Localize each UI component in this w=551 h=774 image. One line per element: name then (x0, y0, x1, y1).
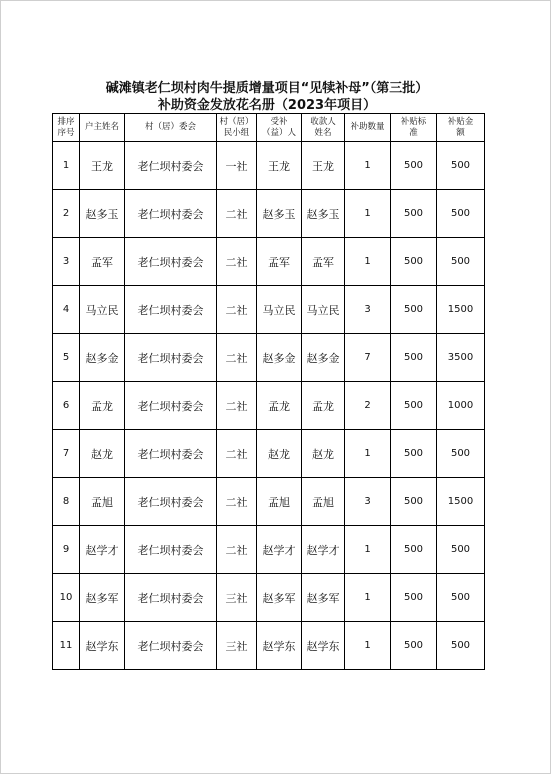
cell-beneficiary: 马立民 (257, 286, 302, 334)
cell-beneficiary: 孟军 (257, 238, 302, 286)
header-amount-line: 补贴金 (447, 116, 474, 127)
cell-owner: 赵多金 (80, 334, 125, 382)
cell-beneficiary: 赵多玉 (257, 190, 302, 238)
cell-standard: 500 (391, 622, 437, 670)
cell-beneficiary: 孟旭 (257, 478, 302, 526)
cell-standard: 500 (391, 286, 437, 334)
cell-count: 1 (345, 526, 391, 574)
cell-village: 老仁坝村委会 (125, 526, 217, 574)
header-amount (437, 114, 485, 142)
subsidy-table (52, 113, 485, 670)
cell-owner: 赵学才 (80, 526, 125, 574)
cell-beneficiary: 孟龙 (257, 382, 302, 430)
header-owner (80, 114, 125, 142)
cell-owner: 赵学东 (80, 622, 125, 670)
cell-amount: 500 (437, 622, 485, 670)
header-group (217, 114, 257, 142)
cell-village: 老仁坝村委会 (125, 574, 217, 622)
header-beneficiary (257, 114, 302, 142)
cell-standard: 500 (391, 526, 437, 574)
header-owner-line: 户主姓名 (84, 122, 119, 132)
header-standard (391, 114, 437, 142)
cell-amount: 500 (437, 574, 485, 622)
cell-owner: 孟旭 (80, 478, 125, 526)
cell-village: 老仁坝村委会 (125, 238, 217, 286)
cell-standard: 500 (391, 574, 437, 622)
cell-count: 1 (345, 430, 391, 478)
cell-group: 三社 (217, 622, 257, 670)
cell-beneficiary: 赵学才 (257, 526, 302, 574)
cell-amount: 500 (437, 142, 485, 190)
cell-count: 3 (345, 478, 391, 526)
cell-standard: 500 (391, 190, 437, 238)
cell-seq: 9 (53, 526, 80, 574)
cell-standard: 500 (391, 478, 437, 526)
cell-seq: 7 (53, 430, 80, 478)
cell-payee: 马立民 (302, 286, 345, 334)
header-seq (53, 114, 80, 142)
table-row (53, 190, 485, 238)
cell-payee: 赵学才 (302, 526, 345, 574)
header-standard-line: 准 (409, 127, 418, 138)
cell-amount: 1500 (437, 286, 485, 334)
cell-payee: 孟军 (302, 238, 345, 286)
table-header-row (53, 114, 485, 142)
cell-group: 二社 (217, 286, 257, 334)
cell-payee: 孟旭 (302, 478, 345, 526)
cell-owner: 孟龙 (80, 382, 125, 430)
cell-payee: 赵多玉 (302, 190, 345, 238)
cell-group: 二社 (217, 238, 257, 286)
cell-amount: 1000 (437, 382, 485, 430)
cell-owner: 赵多玉 (80, 190, 125, 238)
cell-count: 1 (345, 238, 391, 286)
document-title-line2: 补助资金发放花名册（2023年项目） (157, 98, 377, 113)
cell-beneficiary: 赵多金 (257, 334, 302, 382)
cell-village: 老仁坝村委会 (125, 190, 217, 238)
cell-group: 二社 (217, 478, 257, 526)
cell-village: 老仁坝村委会 (125, 478, 217, 526)
cell-group: 二社 (217, 430, 257, 478)
table-row (53, 238, 485, 286)
cell-payee: 赵多金 (302, 334, 345, 382)
cell-amount: 500 (437, 238, 485, 286)
cell-amount: 500 (437, 190, 485, 238)
cell-seq: 1 (53, 142, 80, 190)
table-row (53, 286, 485, 334)
cell-standard: 500 (391, 430, 437, 478)
table-row (53, 334, 485, 382)
cell-beneficiary: 赵学东 (257, 622, 302, 670)
table-row (53, 622, 485, 670)
header-beneficiary-line: （益）人 (261, 127, 296, 138)
cell-count: 3 (345, 286, 391, 334)
cell-group: 一社 (217, 142, 257, 190)
cell-beneficiary: 赵多军 (257, 574, 302, 622)
cell-seq: 8 (53, 478, 80, 526)
cell-payee: 赵多军 (302, 574, 345, 622)
cell-seq: 4 (53, 286, 80, 334)
header-count-line: 补助数量 (350, 122, 385, 132)
cell-owner: 马立民 (80, 286, 125, 334)
header-payee-line: 姓名 (314, 127, 332, 138)
cell-count: 2 (345, 382, 391, 430)
header-group-line: 民小组 (223, 127, 250, 138)
table-row (53, 574, 485, 622)
header-village-line: 村（居）委会 (144, 122, 196, 132)
header-village (125, 114, 217, 142)
cell-owner: 王龙 (80, 142, 125, 190)
cell-payee: 孟龙 (302, 382, 345, 430)
header-standard-line: 补贴标 (400, 116, 427, 127)
cell-standard: 500 (391, 142, 437, 190)
cell-count: 1 (345, 622, 391, 670)
cell-village: 老仁坝村委会 (125, 382, 217, 430)
cell-village: 老仁坝村委会 (125, 334, 217, 382)
cell-owner: 孟军 (80, 238, 125, 286)
cell-beneficiary: 赵龙 (257, 430, 302, 478)
cell-count: 1 (345, 574, 391, 622)
table-row (53, 526, 485, 574)
header-seq-line: 排序 (57, 116, 75, 127)
cell-seq: 3 (53, 238, 80, 286)
cell-amount: 500 (437, 430, 485, 478)
cell-amount: 1500 (437, 478, 485, 526)
cell-payee: 王龙 (302, 142, 345, 190)
cell-count: 1 (345, 190, 391, 238)
header-group-line: 村（居） (219, 116, 254, 127)
header-payee-line: 收款人 (310, 116, 336, 127)
cell-amount: 3500 (437, 334, 485, 382)
cell-village: 老仁坝村委会 (125, 430, 217, 478)
cell-payee: 赵学东 (302, 622, 345, 670)
cell-payee: 赵龙 (302, 430, 345, 478)
cell-standard: 500 (391, 334, 437, 382)
cell-amount: 500 (437, 526, 485, 574)
cell-seq: 5 (53, 334, 80, 382)
cell-count: 1 (345, 142, 391, 190)
cell-count: 7 (345, 334, 391, 382)
cell-group: 二社 (217, 382, 257, 430)
header-payee (302, 114, 345, 142)
cell-village: 老仁坝村委会 (125, 286, 217, 334)
cell-owner: 赵龙 (80, 430, 125, 478)
document-title-line1: 碱滩镇老仁坝村肉牛提质增量项目“见犊补母”（第三批） (105, 81, 429, 96)
cell-standard: 500 (391, 238, 437, 286)
cell-group: 二社 (217, 190, 257, 238)
cell-seq: 6 (53, 382, 80, 430)
cell-group: 二社 (217, 526, 257, 574)
table-row (53, 430, 485, 478)
cell-village: 老仁坝村委会 (125, 142, 217, 190)
cell-owner: 赵多军 (80, 574, 125, 622)
table-row (53, 382, 485, 430)
cell-group: 三社 (217, 574, 257, 622)
cell-seq: 11 (53, 622, 80, 670)
cell-seq: 2 (53, 190, 80, 238)
table-row (53, 142, 485, 190)
cell-seq: 10 (53, 574, 80, 622)
header-seq-line: 序号 (57, 127, 75, 138)
header-amount-line: 额 (456, 127, 465, 138)
header-beneficiary-line: 受补 (270, 116, 288, 127)
cell-beneficiary: 王龙 (257, 142, 302, 190)
table-row (53, 478, 485, 526)
cell-village: 老仁坝村委会 (125, 622, 217, 670)
cell-standard: 500 (391, 382, 437, 430)
header-count (345, 114, 391, 142)
cell-group: 二社 (217, 334, 257, 382)
